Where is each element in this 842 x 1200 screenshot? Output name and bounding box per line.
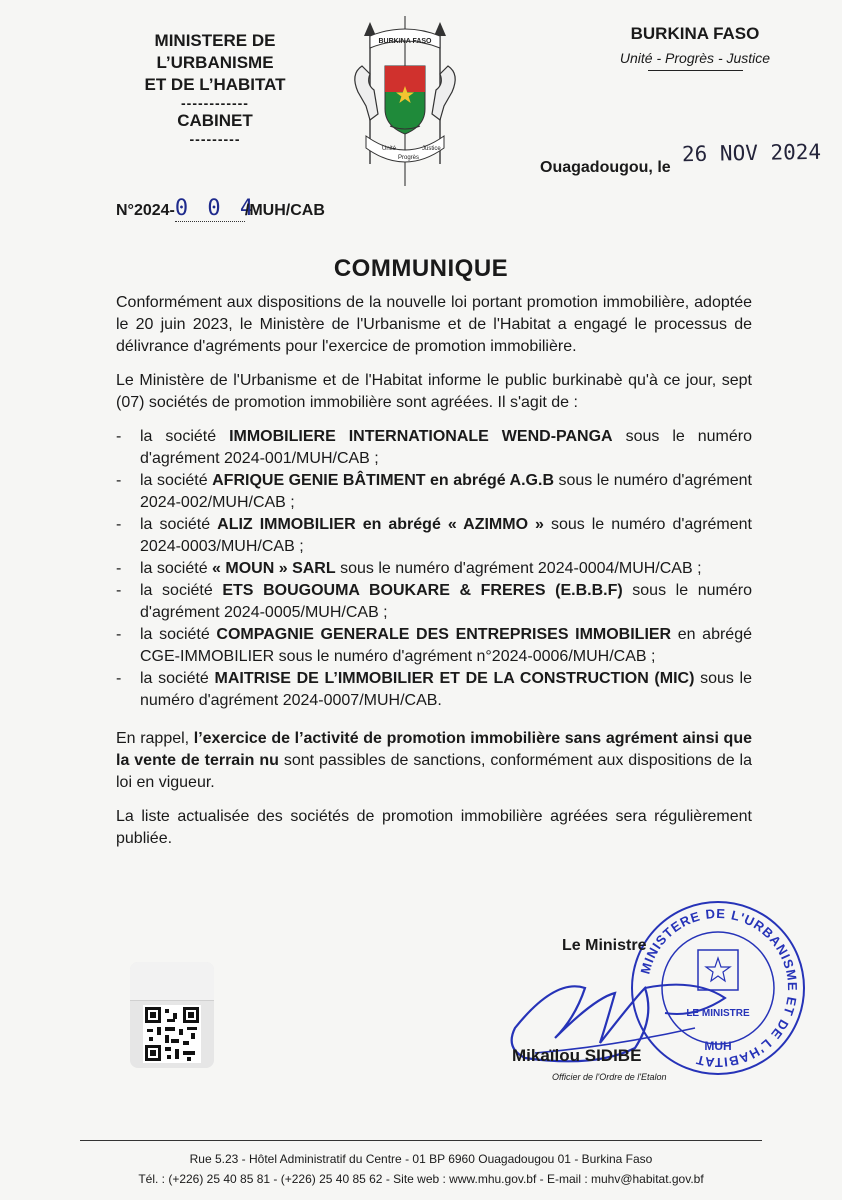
- company-name: COMPAGNIE GENERALE DES ENTREPRISES IMMOBILIER: [216, 626, 672, 643]
- company-approval: sous le numéro d'agrément 2024-002/MUH/CAB ;: [140, 472, 752, 511]
- coat-of-arms-emblem: [340, 14, 470, 186]
- ministry-name-line1: MINISTERE DE L’URBANISME: [154, 31, 276, 72]
- company-name: ALIZ IMMOBILIER en abrégé « AZIMMO »: [217, 516, 544, 533]
- bullet-dash: -: [116, 626, 122, 643]
- company-name: AFRIQUE GENIE BÂTIMENT en abrégé A.G.B: [212, 472, 554, 489]
- date-stamp: 26 NOV 2024: [681, 139, 822, 167]
- document-title: COMMUNIQUE: [333, 255, 509, 282]
- coat-motto-word: Unité: [382, 146, 397, 152]
- company-prefix: la société: [140, 428, 230, 445]
- stamp-bottom-text: MUH: [704, 1039, 732, 1053]
- stamp-outer-text: MINISTERE DE L'URBANISME ET DE L'HABITAT: [637, 905, 801, 1071]
- ministry-name-line2: ET DE L’HABITAT: [144, 75, 286, 94]
- national-motto: Unité - Progrès - Justice: [619, 50, 771, 66]
- bullet-dash: -: [116, 582, 122, 599]
- coat-motto-word: Justice: [422, 146, 441, 152]
- company-name: ETS BOUGOUMA BOUKARE & FRERES (E.B.B.F): [222, 582, 623, 599]
- footer: [80, 1140, 762, 1189]
- date-label: Ouagadougou, le: [540, 159, 671, 176]
- closing-paragraph: La liste actualisée des sociétés de promotion immobilière agréées sera régulièrement publiée.: [116, 808, 752, 847]
- signatory-role: Le Ministre: [562, 937, 647, 954]
- bullet-dash: -: [116, 428, 122, 445]
- coat-banner-text: BURKINA FASO: [378, 38, 432, 45]
- reference-suffix: /MUH/CAB: [244, 202, 325, 219]
- country-header: [600, 24, 790, 71]
- company-approval: sous le numéro d'agrément 2024-0005/MUH/CAB ;: [140, 582, 752, 621]
- country-name: BURKINA FASO: [630, 24, 760, 43]
- company-prefix: la société: [140, 626, 217, 643]
- company-name: MAITRISE DE L’IMMOBILIER ET DE LA CONSTRUCTION (MIC): [214, 670, 695, 687]
- bullet-dash: -: [116, 670, 122, 687]
- list-item: [116, 470, 752, 514]
- bullet-dash: -: [116, 516, 122, 533]
- list-item: [116, 558, 752, 580]
- coat-motto-word: Progrès: [398, 155, 420, 161]
- stamp-center-text: LE MINISTRE: [686, 1008, 750, 1019]
- list-item: [116, 624, 752, 668]
- ministry-header: [100, 30, 330, 146]
- reminder-suffix: sont passibles de sanctions, conformément aux dispositions de la loi en vigueur.: [116, 752, 753, 791]
- company-approval: sous le numéro d'agrément 2024-0004/MUH/CAB ;: [335, 560, 702, 577]
- bullet-dash: -: [116, 560, 122, 577]
- company-name: IMMOBILIERE INTERNATIONALE WEND-PANGA: [229, 428, 613, 445]
- company-approval: sous le numéro d'agrément 2024-001/MUH/CAB ;: [140, 428, 752, 467]
- reference-prefix: N°2024-: [116, 202, 175, 219]
- company-list: [116, 426, 752, 712]
- announcement-paragraph: Le Ministère de l'Urbanisme et de l'Habitat informe le public burkinabè qu'à ce jour, sept (07) sociétés de promotion immobilière sont agréées. Il s'agit de :: [116, 372, 752, 411]
- company-approval: sous le numéro d'agrément 2024-0003/MUH/CAB ;: [140, 516, 752, 555]
- signatory-distinction: Officier de l'Ordre de l'Etalon: [552, 1072, 667, 1082]
- list-item: [116, 426, 752, 470]
- company-approval: sous le numéro d'agrément 2024-0007/MUH/CAB.: [140, 670, 753, 709]
- reminder-paragraph: [116, 728, 752, 794]
- intro-paragraph: Conformément aux dispositions de la nouvelle loi portant promotion immobilière, adoptée le 20 juin 2023, le Ministère de l'Urbanisme et de l'Habitat a engagé le processus de délivrance d'agréments pour l'exercice de promotion immobilière.: [116, 294, 752, 355]
- list-item: [116, 514, 752, 558]
- bullet-dash: -: [116, 472, 122, 489]
- sticker-hologram: [130, 962, 214, 1001]
- reminder-prefix: En rappel,: [116, 730, 194, 747]
- company-name: « MOUN » SARL: [212, 560, 336, 577]
- footer-contact: Tél. : (+226) 25 40 85 81 - (+226) 25 40 85 62 - Site web : www.mhu.gov.bf - E-mail : muhv@habitat.gov.bf: [138, 1172, 704, 1186]
- reference-handwritten-number: 0 0 4: [174, 196, 257, 221]
- cabinet-label: CABINET: [177, 111, 253, 130]
- signatory-name: Mikaïlou SIDIBE: [512, 1046, 642, 1065]
- company-prefix: la société: [140, 560, 213, 577]
- document-body: [116, 292, 752, 862]
- reminder-emphasis: l’exercice de l’activité de promotion immobilière sans agrément ainsi que la vente de terrain nu: [116, 730, 752, 769]
- reference-number: [116, 196, 325, 222]
- qr-code-sticker: [130, 962, 214, 1068]
- motto-underline: [648, 70, 743, 71]
- divider-dashes: ------------: [181, 95, 249, 111]
- list-item: [116, 580, 752, 624]
- company-prefix: la société: [140, 516, 218, 533]
- company-prefix: la société: [140, 670, 215, 687]
- company-approval: en abrégé CGE-IMMOBILIER sous le numéro d'agrément n°2024-0006/MUH/CAB ;: [140, 626, 752, 665]
- company-prefix: la société: [140, 472, 213, 489]
- company-prefix: la société: [140, 582, 223, 599]
- list-item: [116, 668, 752, 712]
- divider-dashes: ---------: [189, 131, 241, 147]
- footer-address: Rue 5.23 - Hôtel Administratif du Centre - 01 BP 6960 Ouagadougou 01 - Burkina Faso: [189, 1152, 653, 1166]
- qr-code-icon: [143, 1005, 201, 1063]
